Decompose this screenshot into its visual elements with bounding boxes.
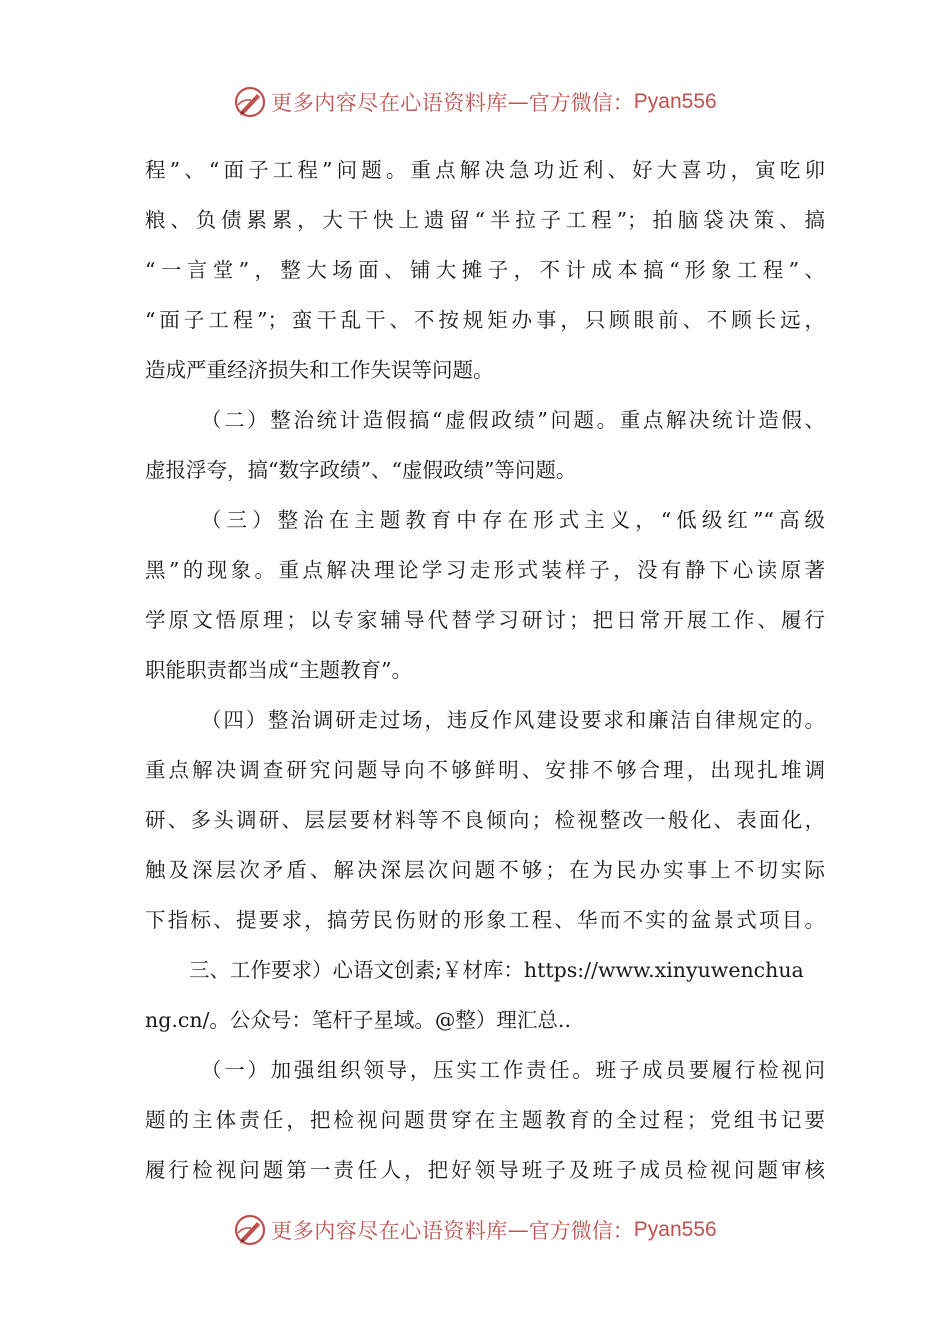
- text-line: 职能职责都当成“主题教育”。: [145, 658, 412, 682]
- text-line: 履行检视问题第一责任人，把好领导班子及班子成员检视问题审核: [145, 1158, 825, 1182]
- text-line: 虚报浮夸，搞“数字政绩”、“虚假政绩”等问题。: [145, 458, 577, 482]
- banner-dash: —: [507, 90, 529, 114]
- text-line: （一）加强组织领导，压实工作责任。班子成员要履行检视问: [201, 1058, 825, 1082]
- text-line: “面子工程”；蛮干乱干、不按规矩办事，只顾眼前、不顾长远，: [145, 308, 825, 332]
- banner-wechat-label: 官方微信：: [528, 91, 634, 115]
- banner-wechat-id: Pyan556: [633, 90, 717, 113]
- banner-wechat-label: 官方微信：: [528, 1219, 634, 1243]
- text-line: （三）整治在主题教育中存在形式主义，“低级红”“高级: [201, 508, 825, 532]
- document-body: [145, 145, 825, 1195]
- banner-dash: —: [507, 1218, 529, 1242]
- text-line: 程”、“面子工程”问题。重点解决急功近利、好大喜功，寅吃卯: [145, 158, 825, 182]
- text-line: 重点解决调查研究问题导向不够鲜明、安排不够合理，出现扎堆调: [145, 758, 825, 782]
- text-line: 触及深层次矛盾、解决深层次问题不够；在为民办实事上不切实际: [145, 858, 825, 882]
- text-line: 研、多头调研、层层要材料等不良倾向；检视整改一般化、表面化，: [145, 808, 825, 832]
- banner-wechat-id: Pyan556: [633, 1218, 717, 1241]
- text-line: 题的主体责任，把检视问题贯穿在主题教育的全过程；党组书记要: [145, 1108, 825, 1132]
- header-banner: [0, 82, 950, 122]
- text-line: 造成严重经济损失和工作失误等问题。: [145, 358, 494, 382]
- text-line: 三、工作要求）心语文创素;￥材库：https://www.xinyuwenchua: [189, 958, 804, 982]
- banner-text: 更多内容尽在心语资料库: [271, 91, 508, 115]
- banner-text: 更多内容尽在心语资料库: [271, 1219, 508, 1243]
- text-line: “一言堂”，整大场面、铺大摊子，不计成本搞“形象工程”、: [145, 258, 825, 282]
- footer-banner: [0, 1210, 950, 1250]
- pen-logo-icon: [233, 85, 267, 119]
- text-line: （四）整治调研走过场，违反作风建设要求和廉洁自律规定的。: [201, 708, 825, 732]
- text-line: ng.cn/。公众号：笔杆子星域。@整）理汇总..: [145, 1008, 571, 1032]
- text-line: 黑”的现象。重点解决理论学习走形式装样子，没有静下心读原著: [145, 558, 825, 582]
- text-line: 粮、负债累累，大干快上遗留“半拉子工程”；拍脑袋决策、搞: [145, 208, 825, 232]
- text-line: 学原文悟原理；以专家辅导代替学习研讨；把日常开展工作、履行: [145, 608, 825, 632]
- text-line: （二）整治统计造假搞“虚假政绩”问题。重点解决统计造假、: [201, 408, 825, 432]
- text-line: 下指标、提要求，搞劳民伤财的形象工程、华而不实的盆景式项目。: [145, 908, 825, 932]
- pen-logo-icon: [233, 1213, 267, 1247]
